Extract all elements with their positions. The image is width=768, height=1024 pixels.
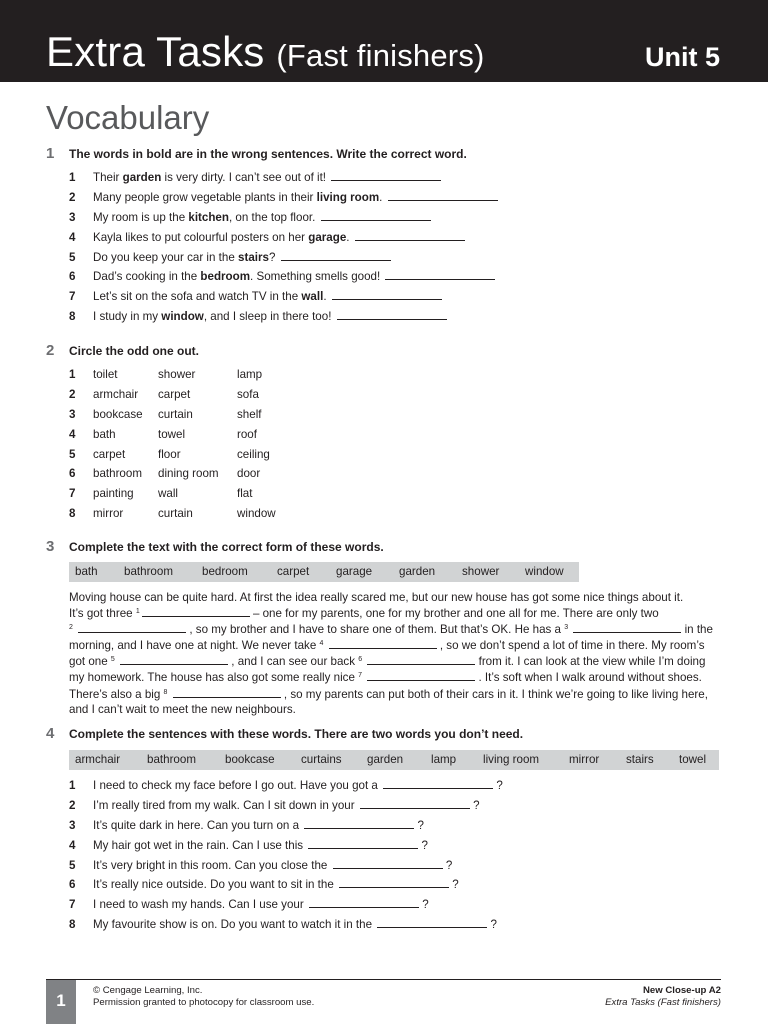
gap-5-field[interactable] <box>120 653 228 665</box>
item-text-part: ? <box>473 798 480 812</box>
bold-word: window <box>161 310 204 324</box>
item-text <box>93 249 391 267</box>
item-text <box>93 209 431 227</box>
exercise-4-instruction: Complete the sentences with these words. There are two words you don’t need. <box>69 727 524 741</box>
item-text-part: ? <box>496 779 503 792</box>
footer-right <box>605 985 721 1009</box>
word-box-item: bedroom <box>202 565 248 578</box>
item-number: 1 <box>69 171 76 184</box>
bold-word: garage <box>308 230 347 244</box>
item-text-part: I need to wash my hands. Can I use your <box>93 898 304 912</box>
text-line: $^2$ , so my brother and I have to share one of them. But that’s OK. He has a $^3$ in the <box>69 623 713 637</box>
item-number: 2 <box>69 798 76 812</box>
item-number: 8 <box>69 918 76 932</box>
item-text-part: ? <box>422 898 429 912</box>
item-text-part: , and I sleep in there too! <box>203 310 332 324</box>
answer-field[interactable] <box>337 308 447 320</box>
bold-word: garden <box>122 171 162 184</box>
title-subtitle: (Fast finishers) <box>276 38 485 73</box>
word-box-item: stairs <box>626 753 654 766</box>
bold-word: kitchen <box>188 210 229 224</box>
item-text-part: . <box>346 230 350 244</box>
item-number: 8 <box>69 507 76 521</box>
item-number: 5 <box>69 858 76 872</box>
word-box-item: garden <box>399 565 436 578</box>
item-text <box>93 916 497 934</box>
answer-field[interactable] <box>360 797 470 809</box>
odd-one-option[interactable]: bath <box>93 427 116 441</box>
answer-field[interactable] <box>377 916 487 928</box>
odd-one-option[interactable]: curtain <box>158 507 193 521</box>
answer-field[interactable] <box>383 777 493 789</box>
exercise-2-instruction: Circle the odd one out. <box>69 344 200 358</box>
item-text <box>93 189 498 207</box>
item-text <box>93 797 480 815</box>
item-number: 7 <box>69 487 76 501</box>
page-title <box>46 28 485 80</box>
footer-divider <box>46 979 721 980</box>
text-line: There’s also a big $^8$ , so my parents can put both of their cars in it. I think we’re going to like living here, <box>69 687 708 701</box>
answer-field[interactable] <box>339 876 449 888</box>
odd-one-option[interactable]: roof <box>237 427 257 441</box>
item-text-part: ? <box>445 858 453 872</box>
item-text <box>93 308 447 326</box>
word-box-item: towel <box>679 753 707 766</box>
answer-field[interactable] <box>333 857 443 869</box>
section-title: Vocabulary <box>46 99 210 136</box>
item-text-part: My room is up the <box>93 210 189 224</box>
item-text <box>93 268 495 286</box>
item-text-part: My favourite show is on. Do you want to watch it in the <box>93 918 373 932</box>
item-text-part: I study in my <box>93 310 162 324</box>
item-text-part: Let’s sit on the sofa and watch TV in the <box>93 290 302 304</box>
title-main: Extra Tasks <box>46 28 265 75</box>
odd-one-option[interactable]: curtain <box>158 407 193 421</box>
item-text-part: . <box>379 190 383 204</box>
book-title: New Close-up A2 <box>642 985 721 996</box>
odd-one-option[interactable]: towel <box>158 427 186 441</box>
odd-one-option[interactable]: lamp <box>237 368 263 381</box>
copyright-text: © Cengage Learning, Inc. <box>93 985 203 996</box>
answer-field[interactable] <box>309 896 419 908</box>
item-text-part: Many people grow vegetable plants in their <box>93 190 317 204</box>
item-text <box>93 229 465 247</box>
item-number: 4 <box>69 230 76 244</box>
odd-one-option[interactable]: armchair <box>93 387 139 401</box>
word-box-item: garden <box>367 753 404 766</box>
word-box-item: curtains <box>301 753 342 766</box>
answer-field[interactable] <box>355 229 465 241</box>
item-number: 4 <box>69 838 76 852</box>
item-text-part: I’m really tired from my walk. Can I sit down in your <box>93 798 355 812</box>
item-text <box>93 896 429 914</box>
page-header <box>0 0 768 82</box>
answer-field[interactable] <box>385 268 495 280</box>
item-text <box>93 817 424 835</box>
gap-4-field[interactable] <box>329 637 437 649</box>
bold-word: living room <box>316 190 380 204</box>
item-number: 3 <box>69 818 76 832</box>
item-number: 1 <box>69 779 76 792</box>
footer-left <box>93 985 314 1009</box>
gap-7-field[interactable] <box>367 669 475 681</box>
exercise-4-number: 4 <box>46 725 55 742</box>
item-text-part: I need to check my face before I go out. Have you got a <box>93 779 378 792</box>
text-line: It’s got three $^1$ – one for my parents, one for my brother and one all for me. There are only two <box>69 607 659 621</box>
gap-3-field[interactable] <box>573 621 681 633</box>
item-text-part: . Something smells good! <box>250 270 381 284</box>
item-text-part: , on the top floor. <box>228 210 316 224</box>
item-text-part: Do you keep your car in the <box>93 250 239 264</box>
item-text-part: ? <box>268 250 276 264</box>
odd-one-option[interactable]: floor <box>158 447 181 461</box>
exercise-4-word-box <box>69 750 719 770</box>
gap-8-field[interactable] <box>173 686 281 698</box>
odd-one-option[interactable]: ceiling <box>237 447 270 461</box>
answer-field[interactable] <box>281 249 391 261</box>
item-number: 1 <box>69 368 76 381</box>
item-text-part: Dad’s cooking in the <box>93 270 201 284</box>
item-number: 6 <box>69 467 76 481</box>
item-text-part: ? <box>417 818 424 832</box>
gap-1-field[interactable] <box>142 605 250 617</box>
item-text-part: ? <box>452 878 459 892</box>
permission-text: Permission granted to photocopy for classroom use. <box>93 997 315 1008</box>
answer-field[interactable] <box>321 209 431 221</box>
odd-one-option[interactable]: flat <box>237 487 253 501</box>
item-number: 5 <box>69 447 76 461</box>
item-text <box>93 857 452 875</box>
word-box-item: garage <box>336 565 373 578</box>
odd-one-option[interactable]: window <box>237 507 276 521</box>
item-text <box>93 777 503 795</box>
item-number: 2 <box>69 190 76 204</box>
word-box-item: lamp <box>431 753 457 766</box>
item-text-part: . <box>323 290 327 304</box>
odd-one-option[interactable]: mirror <box>93 507 124 521</box>
answer-field[interactable] <box>388 189 498 201</box>
item-text-part: It’s quite dark in here. Can you turn on a <box>93 818 300 832</box>
word-box-item: armchair <box>75 753 121 766</box>
item-number: 3 <box>69 210 76 224</box>
text-line: and I can’t wait to meet the new neighbours. <box>69 702 296 716</box>
odd-one-option[interactable]: wall <box>158 487 178 501</box>
item-number: 2 <box>69 387 76 401</box>
item-number: 8 <box>69 310 76 324</box>
item-number: 6 <box>69 878 76 892</box>
odd-one-option[interactable]: dining room <box>158 467 219 481</box>
item-number: 5 <box>69 250 76 264</box>
item-text <box>93 288 442 306</box>
bold-word: wall <box>301 290 324 304</box>
odd-one-option[interactable]: shelf <box>237 407 262 421</box>
item-text <box>93 837 428 855</box>
exercise-1-number: 1 <box>46 145 55 162</box>
item-text-part: Their <box>93 171 123 184</box>
word-box-item: bathroom <box>124 565 173 578</box>
item-text-part: ? <box>490 918 497 932</box>
word-box-item: mirror <box>569 753 600 766</box>
item-number: 3 <box>69 407 76 421</box>
item-text-part: My hair got wet in the rain. Can I use this <box>93 838 304 852</box>
gap-2-field[interactable] <box>78 621 186 633</box>
answer-field[interactable] <box>332 288 442 300</box>
bold-word: bedroom <box>200 270 251 284</box>
book-subtitle: Extra Tasks (Fast finishers) <box>605 997 721 1008</box>
text-line: my homework. The house has also got some really nice $^7$ . It’s soft when I walk around without shoes. <box>69 671 702 685</box>
exercise-3-word-box <box>69 562 579 582</box>
odd-one-option[interactable]: painting <box>93 487 134 501</box>
exercise-3-text <box>69 590 719 717</box>
exercise-3-instruction: Complete the text with the correct form of these words. <box>69 540 384 554</box>
word-box-item: window <box>525 565 564 578</box>
item-text <box>93 876 459 894</box>
item-text-part: ? <box>421 838 428 852</box>
item-text-part: is very dirty. I can’t see out of it! <box>161 171 327 184</box>
odd-one-option[interactable]: bathroom <box>93 467 142 481</box>
bold-word: stairs <box>238 250 269 264</box>
word-box-item: bookcase <box>225 753 275 766</box>
odd-one-option[interactable]: shower <box>158 368 196 381</box>
exercise-2-number: 2 <box>46 342 55 359</box>
word-box-item: living room <box>483 753 540 766</box>
item-text-part: Kayla likes to put colourful posters on her <box>93 230 309 244</box>
exercise-1-instruction: The words in bold are in the wrong sentences. Write the correct word. <box>69 147 467 161</box>
item-number: 6 <box>69 270 76 284</box>
item-number: 7 <box>69 898 76 912</box>
text-line: got one $^5$ , and I can see our back $^6$ from it. I can look at the view while I’m doing <box>69 655 706 669</box>
word-box-item: carpet <box>277 565 310 578</box>
word-box-item: shower <box>462 565 500 578</box>
answer-field[interactable] <box>304 817 414 829</box>
word-box-item: bathroom <box>147 753 196 766</box>
page-number: 1 <box>46 980 76 1024</box>
odd-one-option[interactable]: door <box>237 467 261 481</box>
exercise-3-number: 3 <box>46 538 55 555</box>
item-text-part: It’s really nice outside. Do you want to sit in the <box>93 878 334 892</box>
odd-one-option[interactable]: carpet <box>93 447 126 461</box>
gap-6-field[interactable] <box>367 653 475 665</box>
item-text-part: It’s very bright in this room. Can you close the <box>93 858 328 872</box>
odd-one-option[interactable]: toilet <box>93 368 118 381</box>
answer-field[interactable] <box>308 837 418 849</box>
odd-one-option[interactable]: sofa <box>237 387 259 401</box>
odd-one-option[interactable]: bookcase <box>93 407 143 421</box>
word-box-item: bath <box>75 565 98 578</box>
text-line: morning, and I have one at night. We never take $^4$ , so we don’t spend a lot of time in there. My room’s <box>69 639 705 653</box>
item-number: 4 <box>69 427 76 441</box>
text-line: Moving house can be quite hard. At first the idea really scared me, but our new house has got some nice things about it. <box>69 591 684 604</box>
odd-one-option[interactable]: carpet <box>158 387 191 401</box>
unit-label: Unit 5 <box>644 42 720 72</box>
item-number: 7 <box>69 290 76 304</box>
answer-field[interactable] <box>331 169 441 181</box>
item-text <box>93 169 441 187</box>
